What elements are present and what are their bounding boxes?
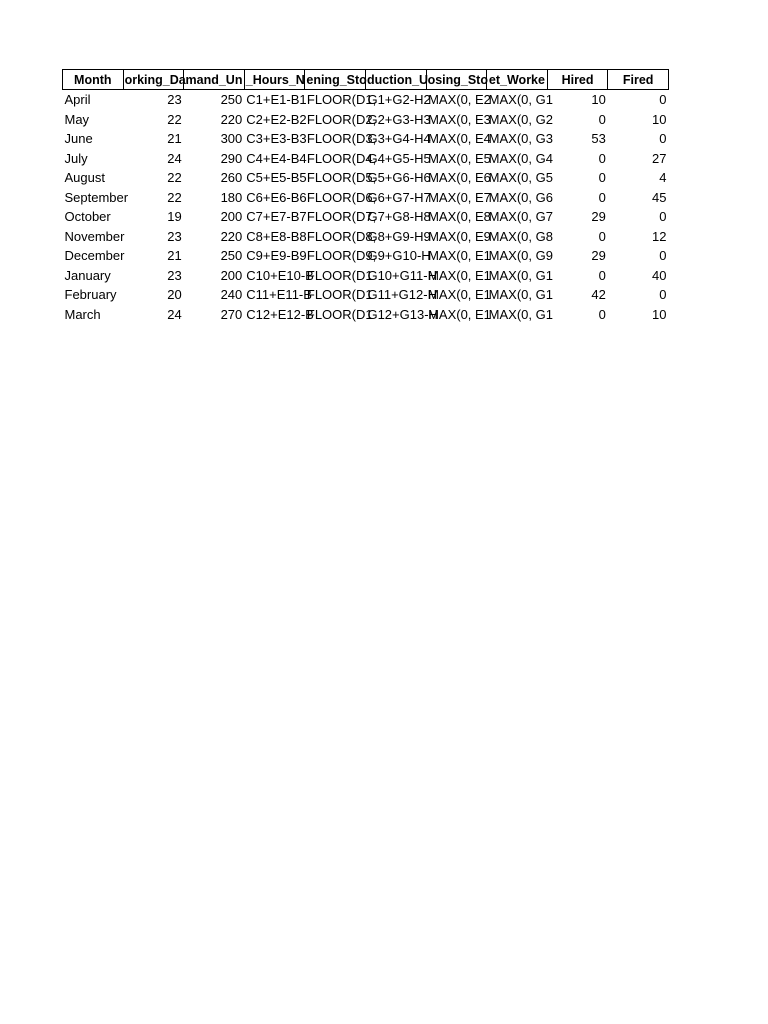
cell-working-days[interactable]: 23: [167, 228, 182, 244]
cell-fired[interactable]: 10: [651, 111, 667, 127]
table-row: [63, 149, 669, 169]
cell-hired[interactable]: 29: [591, 209, 606, 225]
cell-demand-units[interactable]: 300: [220, 131, 243, 147]
cell-opening-stock[interactable]: FLOOR(D8,: [306, 228, 377, 244]
table-row: [63, 227, 669, 247]
table-body: [63, 90, 669, 325]
cell-closing-stock[interactable]: MAX(0, E1: [428, 306, 491, 322]
cell-demand-units[interactable]: 200: [220, 267, 243, 283]
cell-working-days[interactable]: 23: [167, 267, 182, 283]
cell-net-workers[interactable]: MAX(0, G3: [488, 131, 553, 147]
cell-hours-needed[interactable]: C8+E8-B8: [246, 228, 307, 244]
cell-fired[interactable]: 0: [659, 131, 667, 147]
cell-production-units[interactable]: G12+G13-H: [367, 306, 438, 322]
cell-hired[interactable]: 0: [598, 150, 606, 166]
cell-closing-stock[interactable]: MAX(0, E1: [428, 248, 491, 264]
cell-hours-needed[interactable]: C1+E1-B1: [246, 92, 307, 108]
cell-demand-units[interactable]: 250: [220, 248, 243, 264]
cell-production-units[interactable]: G10+G11-H: [367, 267, 437, 283]
cell-hours-needed[interactable]: C3+E3-B3: [246, 131, 307, 147]
cell-fired[interactable]: 45: [651, 189, 667, 205]
cell-demand-units[interactable]: 200: [220, 209, 243, 225]
cell-net-workers[interactable]: MAX(0, G6: [488, 189, 553, 205]
cell-opening-stock[interactable]: FLOOR(D1,: [306, 92, 377, 108]
cell-opening-stock[interactable]: FLOOR(D1: [306, 306, 373, 322]
cell-month[interactable]: February: [64, 287, 117, 303]
header-net-workers[interactable]: et_Worke: [487, 70, 548, 90]
cell-hours-needed[interactable]: C11+E11-B: [246, 287, 312, 303]
cell-net-workers[interactable]: MAX(0, G5: [488, 170, 553, 186]
cell-fired[interactable]: 0: [659, 209, 667, 225]
production-plan-table: [62, 69, 669, 324]
cell-hours-needed[interactable]: C2+E2-B2: [246, 111, 307, 127]
header-month[interactable]: Month: [63, 70, 124, 90]
cell-production-units[interactable]: G11+G12-H: [367, 287, 437, 303]
cell-closing-stock[interactable]: MAX(0, E6: [428, 170, 491, 186]
header-working-days[interactable]: orking_Da: [123, 70, 184, 90]
cell-demand-units[interactable]: 290: [220, 150, 243, 166]
cell-working-days[interactable]: 19: [167, 209, 182, 225]
table-row: [63, 285, 669, 305]
cell-production-units[interactable]: G6+G7-H7: [367, 189, 431, 205]
cell-net-workers[interactable]: MAX(0, G2: [488, 111, 553, 127]
cell-month[interactable]: January: [64, 267, 111, 283]
cell-demand-units[interactable]: 180: [220, 189, 243, 205]
cell-opening-stock[interactable]: FLOOR(D9,: [306, 248, 377, 264]
table-row: [63, 168, 669, 188]
table-row: [63, 266, 669, 286]
table-row: [63, 110, 669, 130]
cell-opening-stock[interactable]: FLOOR(D6,: [306, 189, 377, 205]
cell-opening-stock[interactable]: FLOOR(D4,: [306, 150, 377, 166]
cell-closing-stock[interactable]: MAX(0, E2: [428, 92, 491, 108]
cell-month[interactable]: December: [64, 248, 125, 264]
cell-closing-stock[interactable]: MAX(0, E3: [428, 111, 491, 127]
cell-hours-needed[interactable]: C9+E9-B9: [246, 248, 307, 264]
cell-demand-units[interactable]: 260: [220, 170, 243, 186]
cell-hired[interactable]: 0: [598, 170, 606, 186]
cell-hours-needed[interactable]: C4+E4-B4: [246, 150, 307, 166]
cell-fired[interactable]: 12: [651, 228, 667, 244]
table-row: [63, 246, 669, 266]
cell-opening-stock[interactable]: FLOOR(D1: [306, 267, 373, 283]
header-opening-stock[interactable]: ening_Sto: [305, 70, 366, 90]
cell-demand-units[interactable]: 220: [220, 111, 243, 127]
cell-hours-needed[interactable]: C5+E5-B5: [246, 170, 307, 186]
cell-hired[interactable]: 0: [598, 189, 606, 205]
header-row: [63, 70, 669, 90]
cell-opening-stock[interactable]: FLOOR(D7,: [306, 209, 377, 225]
cell-net-workers[interactable]: MAX(0, G1: [488, 287, 553, 303]
cell-net-workers[interactable]: MAX(0, G1: [488, 92, 553, 108]
cell-working-days[interactable]: 24: [167, 150, 182, 166]
cell-fired[interactable]: 0: [659, 248, 667, 264]
header-fired[interactable]: Fired: [608, 70, 669, 90]
cell-working-days[interactable]: 20: [167, 287, 182, 303]
cell-production-units[interactable]: G1+G2-H2: [367, 92, 431, 108]
cell-production-units[interactable]: G3+G4-H4: [367, 131, 431, 147]
cell-demand-units[interactable]: 220: [220, 228, 243, 244]
cell-fired[interactable]: 40: [651, 267, 667, 283]
cell-working-days[interactable]: 22: [167, 111, 182, 127]
cell-working-days[interactable]: 21: [167, 248, 182, 264]
cell-fired[interactable]: 10: [651, 306, 667, 322]
cell-hired[interactable]: 10: [591, 92, 606, 108]
cell-working-days[interactable]: 24: [167, 306, 182, 322]
table-row: [63, 90, 669, 110]
cell-hired[interactable]: 53: [591, 131, 606, 147]
cell-closing-stock[interactable]: MAX(0, E8: [428, 209, 491, 225]
cell-fired[interactable]: 0: [659, 92, 667, 108]
cell-hours-needed[interactable]: C6+E6-B6: [246, 189, 307, 205]
cell-hired[interactable]: 0: [598, 267, 606, 283]
cell-closing-stock[interactable]: MAX(0, E1: [428, 287, 491, 303]
cell-production-units[interactable]: G9+G10-H: [367, 248, 431, 264]
cell-closing-stock[interactable]: MAX(0, E5: [428, 150, 491, 166]
cell-net-workers[interactable]: MAX(0, G9: [488, 248, 553, 264]
cell-month[interactable]: April: [64, 92, 91, 108]
cell-closing-stock[interactable]: MAX(0, E7: [428, 189, 491, 205]
header-demand-units[interactable]: mand_Un: [184, 70, 245, 90]
cell-working-days[interactable]: 22: [167, 189, 182, 205]
cell-production-units[interactable]: G2+G3-H3: [367, 111, 431, 127]
header-closing-stock[interactable]: osing_Sto: [426, 70, 487, 90]
cell-net-workers[interactable]: MAX(0, G4: [488, 150, 553, 166]
cell-production-units[interactable]: G5+G6-H6: [367, 170, 431, 186]
cell-hours-needed[interactable]: C7+E7-B7: [246, 209, 307, 225]
cell-opening-stock[interactable]: FLOOR(D5,: [306, 170, 377, 186]
cell-production-units[interactable]: G7+G8-H8: [367, 209, 431, 225]
cell-month[interactable]: July: [64, 150, 88, 166]
cell-working-days[interactable]: 23: [167, 92, 182, 108]
cell-closing-stock[interactable]: MAX(0, E1: [428, 267, 491, 283]
spreadsheet-sheet: [62, 69, 668, 324]
cell-month[interactable]: October: [64, 209, 111, 225]
cell-month[interactable]: November: [64, 228, 125, 244]
cell-opening-stock[interactable]: FLOOR(D2,: [306, 111, 377, 127]
cell-month[interactable]: August: [64, 170, 105, 186]
cell-hired[interactable]: 0: [598, 306, 606, 322]
cell-working-days[interactable]: 21: [167, 131, 182, 147]
cell-hours-needed[interactable]: C10+E10-B: [246, 267, 314, 283]
cell-demand-units[interactable]: 250: [220, 92, 243, 108]
cell-working-days[interactable]: 22: [167, 170, 182, 186]
cell-hired[interactable]: 42: [591, 287, 606, 303]
cell-net-workers[interactable]: MAX(0, G7: [488, 209, 553, 225]
cell-month[interactable]: September: [64, 189, 129, 205]
header-hours-needed[interactable]: _Hours_N: [244, 70, 305, 90]
cell-month[interactable]: March: [64, 306, 101, 322]
table-row: [63, 305, 669, 325]
cell-net-workers[interactable]: MAX(0, G1: [488, 267, 553, 283]
cell-production-units[interactable]: G8+G9-H9: [367, 228, 431, 244]
cell-hired[interactable]: 0: [598, 111, 606, 127]
cell-opening-stock[interactable]: FLOOR(D3,: [306, 131, 377, 147]
cell-net-workers[interactable]: MAX(0, G8: [488, 228, 553, 244]
cell-hired[interactable]: 0: [598, 228, 606, 244]
cell-fired[interactable]: 4: [659, 170, 667, 186]
cell-closing-stock[interactable]: MAX(0, E4: [428, 131, 491, 147]
cell-month[interactable]: May: [64, 111, 90, 127]
cell-demand-units[interactable]: 240: [220, 287, 243, 303]
cell-fired[interactable]: 27: [651, 150, 667, 166]
cell-hired[interactable]: 29: [591, 248, 606, 264]
header-production-units[interactable]: duction_U: [365, 70, 426, 90]
table-row: [63, 129, 669, 149]
cell-production-units[interactable]: G4+G5-H5: [367, 150, 431, 166]
cell-month[interactable]: June: [64, 131, 93, 147]
table-row: [63, 207, 669, 227]
table-row: [63, 188, 669, 208]
cell-hours-needed[interactable]: C12+E12-B: [246, 306, 314, 322]
header-hired[interactable]: Hired: [547, 70, 608, 90]
cell-fired[interactable]: 0: [659, 287, 667, 303]
cell-closing-stock[interactable]: MAX(0, E9: [428, 228, 491, 244]
cell-demand-units[interactable]: 270: [220, 306, 243, 322]
cell-opening-stock[interactable]: FLOOR(D1: [306, 287, 373, 303]
cell-net-workers[interactable]: MAX(0, G1: [488, 306, 553, 322]
